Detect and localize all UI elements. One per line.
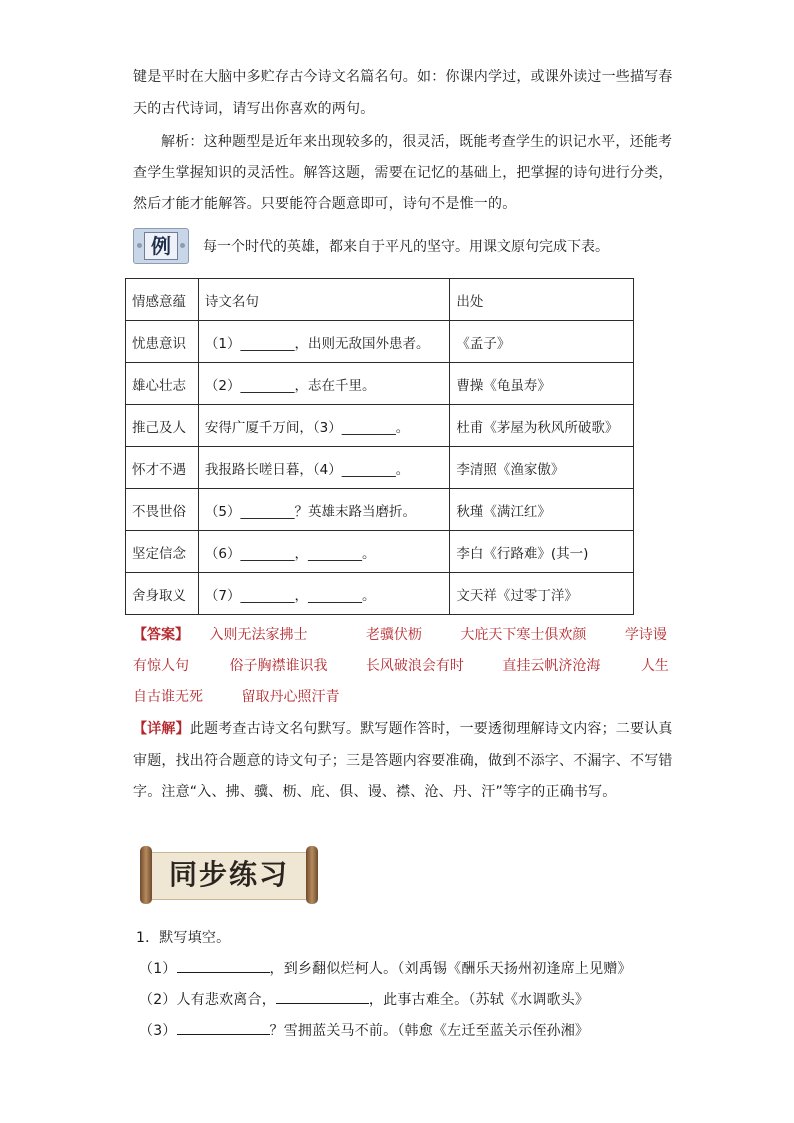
answer-item: 留取丹心照汗青 (241, 689, 340, 705)
answer-item: 老骥伏枥 (365, 627, 422, 643)
analysis-line-3: 然后才能才能解答。只要能符合题意即可，诗句不是惟一的。 (133, 196, 517, 212)
table-cell: （2）________，志在千里。 (198, 363, 450, 405)
exercise-q2 (139, 989, 589, 1009)
table-cell: 曹操《龟虽寿》 (450, 363, 634, 405)
table-header-row (126, 279, 634, 321)
analysis-line-2: 查学生掌握知识的灵活性。解答这题，需要在记忆的基础上，把掌握的诗句进行分类， (133, 165, 673, 181)
table-cell: 安得广厦千万间，（3）________。 (198, 405, 450, 447)
example-icon (133, 228, 189, 264)
answer-item: 大庇天下寒士俱欢颜 (460, 627, 587, 643)
answer-item: 俗子胸襟谁识我 (229, 658, 328, 674)
table-cell: 我报路长嗟日暮，（4）________。 (198, 447, 450, 489)
q2-prefix: （2）人有悲欢离合， (139, 992, 276, 1008)
detail-text: 此题考查古诗文名句默写。默写题作答时，一要透彻理解诗文内容；二要认真 (189, 721, 673, 737)
answer-item: 入则无法家拂士 (209, 627, 308, 643)
table-cell: 推己及人 (126, 405, 199, 447)
answer-row-1 (133, 624, 667, 644)
intro-line-2: 天的古代诗词，请写出你喜欢的两句。 (133, 101, 375, 117)
table-row (126, 321, 634, 363)
table-cell: 秋瑾《满江红》 (450, 489, 634, 531)
answer-row-2 (133, 655, 669, 675)
table-cell: 忧患意识 (126, 321, 199, 363)
table-cell: 杜甫《茅屋为秋风所破歌》 (450, 405, 634, 447)
q3-suffix: ？雪拥蓝关马不前。（韩愈《左迁至蓝关示侄孙湘》 (269, 1023, 590, 1039)
answer-item: 学诗谩 (624, 627, 667, 643)
table-row (126, 489, 634, 531)
table-row (126, 363, 634, 405)
q2-suffix: ，此事古难全。（苏轼《水调歌头》 (368, 992, 590, 1008)
intro-line-1: 键是平时在大脑中多贮存古今诗文名篇名句。如：你课内学过，或课外读过一些描写春 (133, 69, 673, 85)
answer-blank[interactable] (276, 989, 369, 1004)
answer-row-3 (133, 686, 339, 706)
table-cell: 文天祥《过零丁洋》 (450, 573, 634, 615)
detail-label: 【详解】 (133, 721, 190, 737)
table-cell: 怀才不遇 (126, 447, 199, 489)
scroll-roll-icon (306, 846, 318, 904)
table-cell: 舍身取义 (126, 573, 199, 615)
answer-item: 长风破浪会有时 (365, 658, 464, 674)
table-row (126, 447, 634, 489)
answer-item: 有惊人句 (133, 658, 189, 674)
table-row (126, 531, 634, 573)
table-cell: 不畏世俗 (126, 489, 199, 531)
answer-item: 自古谁无死 (133, 689, 203, 705)
table-cell: （7）________，________。 (198, 573, 450, 615)
scroll-roll-icon (140, 846, 152, 904)
table-cell: （5）________？英雄末路当磨折。 (198, 489, 450, 531)
table-header: 出处 (450, 279, 634, 321)
detail-line-2: 审题，找出符合题意的诗文句子；三是答题内容要准确，做到不添字、不漏字、不写错 (133, 753, 673, 769)
section-banner (140, 846, 318, 904)
example-badge-text: 例 (144, 232, 178, 260)
analysis-line-1: 解析：这种题型是近年来出现较多的，很灵活，既能考查学生的识记水平，还能考 (161, 134, 673, 150)
answer-item: 人生 (640, 658, 669, 674)
poem-table (125, 278, 634, 615)
table-cell: 李清照《渔家傲》 (450, 447, 634, 489)
detail-line-1 (133, 718, 673, 738)
detail-line-3: 字。注意“入、拂、骥、枥、庇、俱、谩、襟、沧、丹、汗”等字的正确书写。 (133, 784, 617, 800)
answer-blank[interactable] (177, 1020, 270, 1035)
exercise-q3 (139, 1020, 589, 1040)
table-cell: 坚定信念 (126, 531, 199, 573)
exercise-q1 (139, 958, 632, 978)
table-cell: （1）________，出则无敌国外患者。 (198, 321, 450, 363)
table-row (126, 405, 634, 447)
q1-suffix: ，到乡翻似烂柯人。（刘禹锡《酬乐天扬州初逢席上见赠》 (269, 961, 632, 977)
answer-blank[interactable] (177, 958, 270, 973)
table-header: 情感意蕴 (126, 279, 199, 321)
table-cell: 雄心壮志 (126, 363, 199, 405)
q3-prefix: （3） (139, 1023, 177, 1039)
table-header: 诗文名句 (198, 279, 450, 321)
example-prompt: 每一个时代的英雄，都来自于平凡的坚守。用课文原句完成下表。 (203, 239, 609, 255)
exercise-heading: 1．默写填空。 (136, 930, 231, 946)
table-cell: （6）________，________。 (198, 531, 450, 573)
table-cell: 《孟子》 (450, 321, 634, 363)
q1-prefix: （1） (139, 961, 177, 977)
table-row (126, 573, 634, 615)
section-title: 同步练习 (168, 858, 289, 891)
table-cell: 李白《行路难》(其一) (450, 531, 634, 573)
answer-label: 【答案】 (133, 627, 189, 643)
answer-item: 直挂云帆济沧海 (502, 658, 601, 674)
example-block (133, 228, 609, 264)
